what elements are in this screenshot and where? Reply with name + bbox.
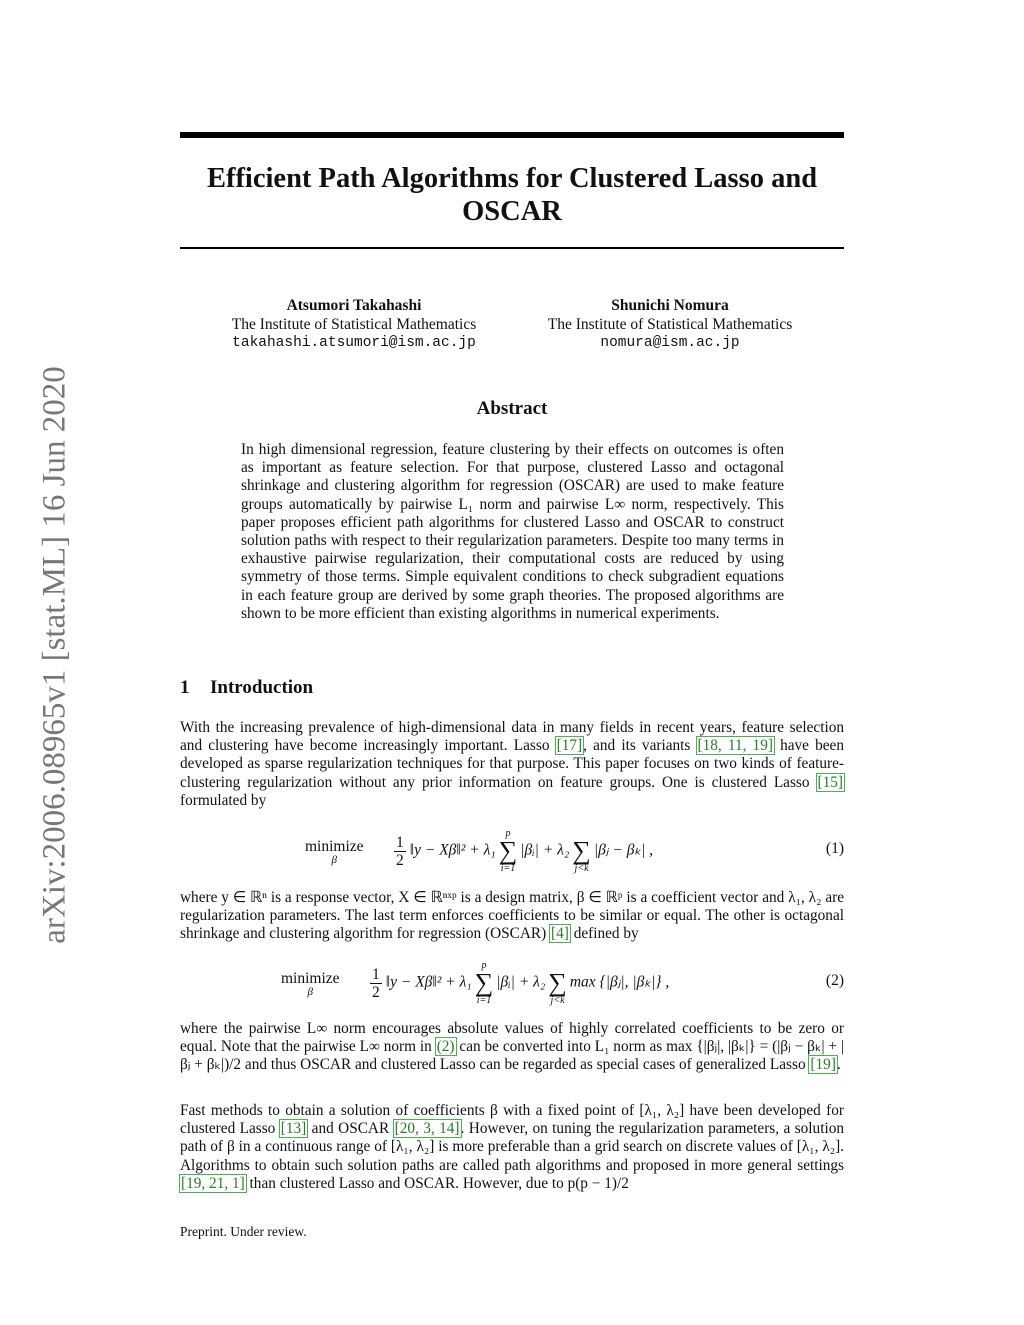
author-name: Shunichi Nomura xyxy=(611,297,729,314)
equation-number: (2) xyxy=(825,972,844,989)
equation-body xyxy=(370,960,669,1006)
eq-term: |βⱼ − βₖ| , xyxy=(593,841,654,859)
text-run: . However, on tuning the regularization parameters, a solution path of β in a continuous range of [λ₁, λ₂] is more preferable than a grid search on discrete values of [λ₁, λ₂]. Algorithms to obtain such solution paths are called path algorithms and proposed in more general settings xyxy=(180,1120,844,1174)
minimize-label: minimize xyxy=(305,838,364,855)
fraction-half: $\frac{1}{2}$ xyxy=(396,833,404,869)
intro-paragraph-2 xyxy=(180,889,844,944)
equation-label xyxy=(281,970,340,998)
eq-term: |βᵢ| + λ₂ xyxy=(520,841,570,859)
citation-link[interactable]: [19, 21, 1] xyxy=(181,1174,245,1192)
author-block-2 xyxy=(520,296,820,353)
section-title: Introduction xyxy=(210,677,314,698)
minimize-subscript: β xyxy=(307,986,314,998)
sum-symbol: ∑ j<k xyxy=(548,968,567,1006)
text-run: and OSCAR xyxy=(307,1120,394,1138)
citation-link[interactable]: [17] xyxy=(556,737,583,755)
arxiv-sidebar-stamp xyxy=(30,350,80,960)
text-run: With the increasing prevalence of high-dimensional data in many fields in recent years, feature selection and clustering have become increasingly important. Lasso xyxy=(180,719,844,755)
equation-label xyxy=(305,838,364,866)
title-top-rule xyxy=(180,132,844,138)
abstract-text: In high dimensional regression, feature clustering by their effects on outcomes is often as important as feature selection. For that purpose, clustered Lasso and octagonal shrinkage and clustering algorithm for regression (OSCAR) are used to make feature groups automatically by pairwise L₁ norm and pairwise L∞ norm, respectively. This paper proposes efficient path algorithms for clustered Lasso and OSCAR to construct solution paths with respect to their regularization parameters. Despite too many terms in exhaustive pairwise regularization, their computational costs are reduced by using symmetry of those terms. Simple equivalent conditions to check subgradient equations in each feature group are derived by some graph theories. The proposed algorithms are shown to be more efficient than existing algorithms in numerical experiments. xyxy=(241,441,784,622)
citation-link[interactable]: [4] xyxy=(551,925,569,943)
text-run: can be converted into L₁ norm as max {|βⱼ|, |βₖ|} = (|βⱼ − βₖ| + |βⱼ + βₖ|)/2 and thus OSCAR and clustered Lasso can be regarded as special cases of generalized Lasso xyxy=(180,1038,844,1074)
citation-link[interactable]: [15] xyxy=(817,773,843,791)
arxiv-id: arXiv:2006.08965v1 [stat.ML] 16 Jun 2020 xyxy=(36,366,73,944)
intro-paragraph-1 xyxy=(180,719,844,810)
sum-symbol: p ∑ i=1 xyxy=(498,828,518,874)
sum-symbol: ∑ j<k xyxy=(572,836,591,874)
text-run: . xyxy=(836,1056,841,1074)
text-run: where the pairwise L∞ norm encourages absolute values of highly correlated coefficients to be zero or equal. Note that the pairwise L∞ norm in xyxy=(180,1020,844,1056)
intro-paragraph-4 xyxy=(180,1102,844,1193)
text-run: than clustered Lasso and OSCAR. However, due to p(p − 1)/2 xyxy=(245,1174,629,1192)
fraction-half: $\frac{1}{2}$ xyxy=(372,965,380,1001)
text-run: have been developed as sparse regularization techniques for that purpose. This paper focuses on two kinds of feature-clustering regularization without any prior information on feature groups. One is clustered Lasso xyxy=(180,737,844,791)
title-line-2: OSCAR xyxy=(462,196,562,227)
author-name: Atsumori Takahashi xyxy=(286,297,422,314)
citation-link[interactable]: [18, 11, 19] xyxy=(697,737,773,755)
citation-link[interactable]: [13] xyxy=(280,1120,307,1138)
text-run: , and its variants xyxy=(583,737,697,755)
sum-symbol: p ∑ i=1 xyxy=(474,960,494,1006)
minimize-label: minimize xyxy=(281,970,340,987)
paper-title xyxy=(180,162,844,228)
text-run: Fast methods to obtain a solution of coefficients β with a fixed point of [λ₁, λ₂] have been developed for clustered Lasso xyxy=(180,1102,844,1138)
equation-1 xyxy=(180,820,844,880)
eq-term: max {|βⱼ|, |βₖ|} , xyxy=(569,973,670,991)
title-bottom-rule xyxy=(180,247,844,249)
intro-paragraph-3 xyxy=(180,1020,844,1075)
text-run: where y ∈ ℝⁿ is a response vector, X ∈ ℝⁿˣᵖ is a design matrix, β ∈ ℝᵖ is a coefficient vector and λ₁, λ₂ are regularization parameters. The last term enforces coefficients to be similar or equal. The other is octagonal shrinkage and clustering algorithm for regression (OSCAR) xyxy=(180,889,844,943)
citation-link[interactable]: [20, 3, 14] xyxy=(394,1120,460,1138)
author-email[interactable]: takahashi.atsumori@ism.ac.jp xyxy=(232,335,476,351)
text-run: formulated by xyxy=(180,791,267,809)
equation-number: (1) xyxy=(825,840,844,857)
preprint-footer: Preprint. Under review. xyxy=(180,1224,307,1239)
author-affiliation: The Institute of Statistical Mathematics xyxy=(231,316,477,333)
minimize-subscript: β xyxy=(331,854,338,866)
section-number: 1 xyxy=(180,677,190,698)
eq-term: |βᵢ| + λ₂ xyxy=(496,973,546,991)
equation-reference-link[interactable]: (2) xyxy=(436,1038,455,1056)
eq-term: ‖y − Xβ‖² + λ₁ xyxy=(409,841,496,859)
section-heading xyxy=(180,677,313,699)
title-line-1: Efficient Path Algorithms for Clustered Lasso and xyxy=(206,163,818,194)
author-affiliation: The Institute of Statistical Mathematics xyxy=(547,316,793,333)
equation-body xyxy=(394,828,653,874)
eq-term: ‖y − Xβ‖² + λ₁ xyxy=(385,973,472,991)
equation-2 xyxy=(180,952,844,1012)
author-block-1 xyxy=(204,296,504,353)
citation-link[interactable]: [19] xyxy=(810,1056,836,1074)
author-email[interactable]: nomura@ism.ac.jp xyxy=(600,335,740,351)
abstract-heading: Abstract xyxy=(476,398,548,419)
text-run: defined by xyxy=(569,925,639,943)
